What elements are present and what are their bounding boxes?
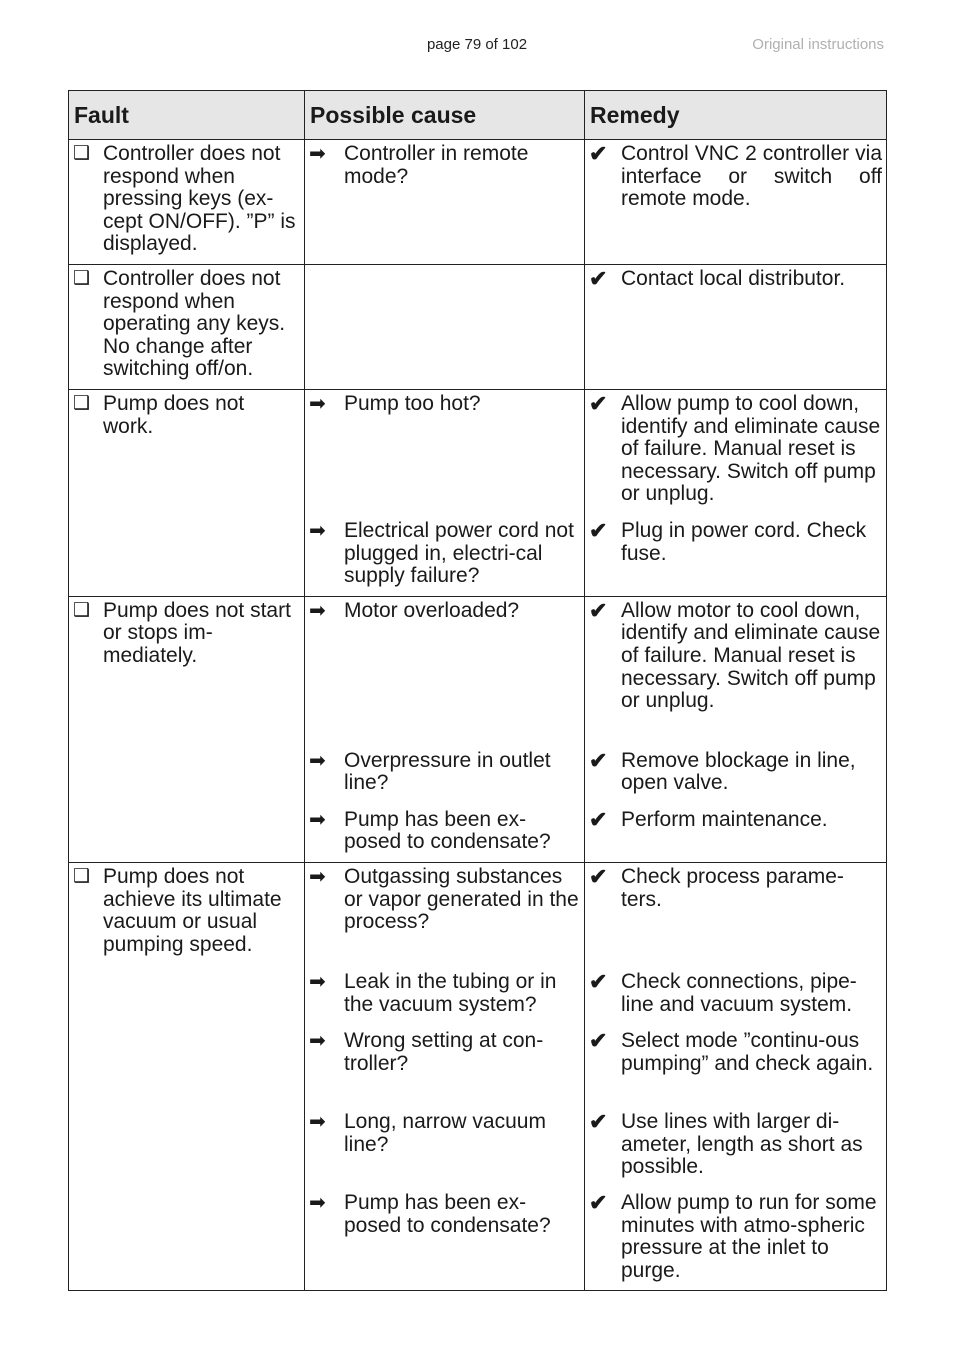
- arrow-right-icon: ➡: [309, 599, 326, 622]
- remedy-text: Contact local distributor.: [621, 266, 846, 290]
- remedy-text: Check connections, pipe-line and vacuum system.: [621, 969, 857, 1016]
- checkmark-icon: ✔: [589, 597, 608, 623]
- arrow-right-icon: ➡: [309, 1110, 326, 1133]
- cause-cell: [305, 264, 585, 389]
- cause-text: Wrong setting at con-troller?: [344, 1028, 544, 1075]
- fault-text: Pump does not work.: [103, 391, 245, 438]
- checkmark-icon: ✔: [589, 747, 608, 773]
- header-fault: Fault: [69, 91, 305, 140]
- remedy-text: Allow motor to cool down, identify and eliminate cause of failure. Manual reset is necessary. Switch off pump or unplug.: [621, 598, 881, 713]
- checkbox-icon: ❑: [73, 267, 91, 289]
- arrow-right-icon: ➡: [309, 392, 326, 415]
- remedy-cell: [585, 389, 887, 596]
- fault-text: Pump does not start or stops im-mediately.: [103, 598, 291, 667]
- remedy-text: Allow pump to cool down, identify and eliminate cause of failure. Manual reset is necessary. Switch off pump or unplug.: [621, 391, 881, 506]
- fault-cell: [69, 140, 305, 265]
- arrow-right-icon: ➡: [309, 970, 326, 993]
- cause-text: Outgassing substances or vapor generated in the process?: [344, 864, 579, 934]
- arrow-right-icon: ➡: [309, 143, 326, 165]
- remedy-text: Control VNC 2 controller via interface or switch off remote mode.: [621, 142, 882, 211]
- fault-text: Controller does not respond when pressing keys (ex-cept ON/OFF). ”P” is displayed.: [103, 142, 296, 256]
- checkmark-icon: ✔: [589, 517, 608, 543]
- remedy-text: Remove blockage in line, open valve.: [621, 748, 856, 795]
- cause-text: Pump too hot?: [344, 391, 481, 415]
- fault-cell: [69, 264, 305, 389]
- header-possible-cause: Possible cause: [305, 91, 585, 140]
- remedy-text: Allow pump to run for some minutes with atmo-spheric pressure at the inlet to purge.: [621, 1190, 877, 1282]
- cause-text: Overpressure in outlet line?: [344, 748, 551, 795]
- cause-cell: [305, 862, 585, 1290]
- header-remedy: Remedy: [585, 91, 887, 140]
- table-row: [69, 264, 887, 389]
- cause-cell: [305, 389, 585, 596]
- fault-text: Controller does not respond when operating any keys. No change after switching off/on.: [103, 266, 286, 381]
- table-row: [69, 596, 887, 862]
- table-row: [69, 140, 887, 265]
- arrow-right-icon: ➡: [309, 808, 326, 831]
- checkmark-icon: ✔: [589, 1108, 608, 1134]
- cause-text: Electrical power cord not plugged in, electri-cal supply failure?: [344, 518, 574, 588]
- troubleshooting-table: [68, 90, 887, 1291]
- remedy-cell: [585, 596, 887, 862]
- cause-text: Leak in the tubing or in the vacuum system?: [344, 969, 557, 1016]
- checkmark-icon: ✔: [589, 863, 608, 889]
- fault-cell: [69, 389, 305, 596]
- remedy-text: Use lines with larger di-ameter, length as short as possible.: [621, 1109, 863, 1179]
- checkbox-icon: ❑: [73, 599, 91, 621]
- checkmark-icon: ✔: [589, 265, 608, 291]
- cause-cell: [305, 596, 585, 862]
- checkmark-icon: ✔: [589, 1189, 608, 1215]
- remedy-cell: [585, 862, 887, 1290]
- fault-text: Pump does not achieve its ultimate vacuum or usual pumping speed.: [103, 864, 282, 956]
- document-label: Original instructions: [752, 36, 884, 53]
- table-row: [69, 389, 887, 596]
- remedy-text: Check process parame-ters.: [621, 864, 844, 911]
- arrow-right-icon: ➡: [309, 865, 326, 888]
- checkbox-icon: ❑: [73, 392, 91, 414]
- table-header-row: [69, 91, 887, 140]
- checkmark-icon: ✔: [589, 141, 608, 166]
- cause-text: Controller in remote mode?: [344, 142, 529, 188]
- cause-text: Pump has been ex-posed to condensate?: [344, 807, 551, 854]
- checkmark-icon: ✔: [589, 806, 608, 832]
- cause-cell: [305, 140, 585, 265]
- remedy-text: Select mode ”continu-ous pumping” and check again.: [621, 1028, 874, 1075]
- checkmark-icon: ✔: [589, 1027, 608, 1053]
- page-number: page 79 of 102: [426, 36, 528, 53]
- cause-text: Pump has been ex-posed to condensate?: [344, 1190, 551, 1237]
- arrow-right-icon: ➡: [309, 519, 326, 542]
- remedy-cell: [585, 264, 887, 389]
- arrow-right-icon: ➡: [309, 749, 326, 772]
- table-row: [69, 862, 887, 1290]
- fault-cell: [69, 596, 305, 862]
- cause-text: Motor overloaded?: [344, 598, 520, 622]
- arrow-right-icon: ➡: [309, 1191, 326, 1214]
- cause-text: Long, narrow vacuum line?: [344, 1109, 546, 1156]
- fault-cell: [69, 862, 305, 1290]
- arrow-right-icon: ➡: [309, 1029, 326, 1052]
- remedy-text: Perform maintenance.: [621, 807, 828, 831]
- checkbox-icon: ❑: [73, 143, 91, 164]
- checkmark-icon: ✔: [589, 390, 608, 416]
- checkbox-icon: ❑: [73, 865, 91, 887]
- checkmark-icon: ✔: [589, 968, 608, 994]
- remedy-cell: [585, 140, 887, 265]
- remedy-text: Plug in power cord. Check fuse.: [621, 518, 867, 565]
